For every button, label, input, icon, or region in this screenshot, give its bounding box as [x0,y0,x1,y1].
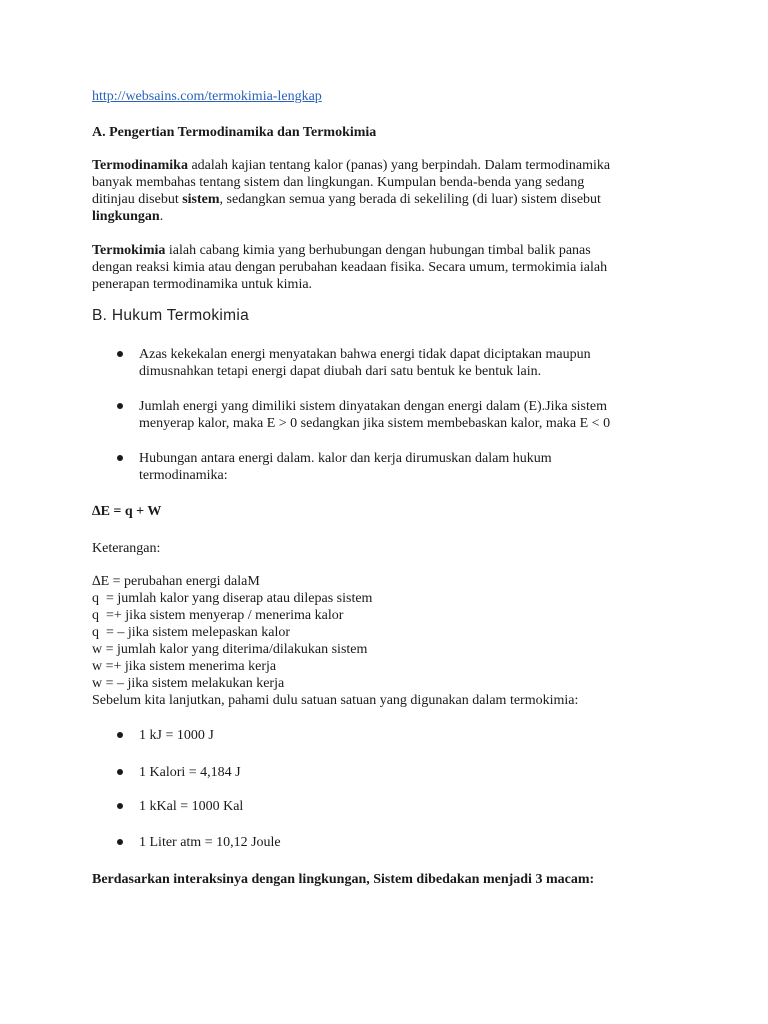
bullet-icon [117,839,123,845]
bullet-icon [117,769,123,775]
definition-line: q = – jika sistem melepaskan kalor [92,625,291,640]
bullet-icon [117,351,123,357]
p2-line-1 [92,242,682,259]
definition-line: q =+ jika sistem menyerap / menerima kalor [92,608,344,623]
law-2-line-2: menyerap kalor, maka E > 0 sedangkan jika sistem membebaskan kalor, maka E < 0 [139,416,611,431]
p1-line-1 [92,157,682,174]
term-lingkungan: lingkungan [92,209,160,224]
paragraph-termodinamika [92,157,682,225]
definition-line: ∆E = perubahan energi dalaM [92,574,260,589]
equation: ∆E = q + W [92,504,162,519]
unit-item: 1 kJ = 1000 J [139,728,214,743]
law-item-2 [139,398,699,432]
p2-line1-text: ialah cabang kimia yang berhubungan dengan hubungan timbal balik panas [165,243,591,258]
definitions-block [92,573,682,709]
unit-item: 1 Kalori = 4,184 J [139,765,241,780]
definition-line: Sebelum kita lanjutkan, pahami dulu satuan satuan yang digunakan dalam termokimia: [92,693,579,708]
unit-item: 1 kKal = 1000 Kal [139,799,244,814]
p2-line-2: dengan reaksi kimia atau dengan perubahan keadaan fisika. Secara umum, termokimia ialah [92,260,608,275]
unit-item: 1 Liter atm = 10,12 Joule [139,835,281,850]
p1-line3-post: , sedangkan semua yang berada di sekeliling (di luar) sistem disebut [219,192,601,207]
bullet-icon [117,803,123,809]
source-url [92,88,682,105]
law-3-line-1: Hubungan antara energi dalam. kalor dan kerja dirumuskan dalam hukum [139,451,552,466]
law-item-1 [139,346,699,380]
section-b-heading: B. Hukum Termokimia [92,307,250,324]
term-sistem: sistem [182,192,220,207]
p1-line-3 [92,191,682,208]
law-2-line-1: Jumlah energi yang dimiliki sistem dinyatakan dengan energi dalam (E).Jika sistem [139,399,607,414]
bullet-icon [117,455,123,461]
bullet-icon [117,403,123,409]
term-termokimia: Termokimia [92,243,166,258]
law-item-3 [139,450,699,484]
p2-line-3: penerapan termodinamika untuk kimia. [92,277,313,292]
law-1-line-1: Azas kekekalan energi menyatakan bahwa energi tidak dapat diciptakan maupun [139,347,591,362]
p1-period: . [159,209,164,224]
keterangan-label: Keterangan: [92,541,161,556]
p1-line3-pre: ditinjau disebut [92,192,183,207]
law-3-line-2: termodinamika: [139,468,228,483]
definition-line: w =+ jika sistem menerima kerja [92,659,277,674]
p1-line-2: banyak membahas tentang sistem dan lingkungan. Kumpulan benda-benda yang sedang [92,175,585,190]
bullet-icon [117,732,123,738]
source-link[interactable]: http://websains.com/termokimia-lengkap [92,89,322,104]
definition-line: w = – jika sistem melakukan kerja [92,676,285,691]
term-termodinamika: Termodinamika [92,158,188,173]
definition-line: q = jumlah kalor yang diserap atau dilepas sistem [92,591,373,606]
p1-line-4 [92,208,682,225]
section-a-heading: A. Pengertian Termodinamika dan Termokimia [92,125,377,140]
law-1-line-2: dimusnahkan tetapi energi dapat diubah dari satu bentuk ke bentuk lain. [139,364,542,379]
closing-statement: Berdasarkan interaksinya dengan lingkungan, Sistem dibedakan menjadi 3 macam: [92,872,595,887]
paragraph-termokimia [92,242,682,293]
definition-line: w = jumlah kalor yang diterima/dilakukan sistem [92,642,368,657]
p1-line1-text: adalah kajian tentang kalor (panas) yang berpindah. Dalam termodinamika [187,158,611,173]
